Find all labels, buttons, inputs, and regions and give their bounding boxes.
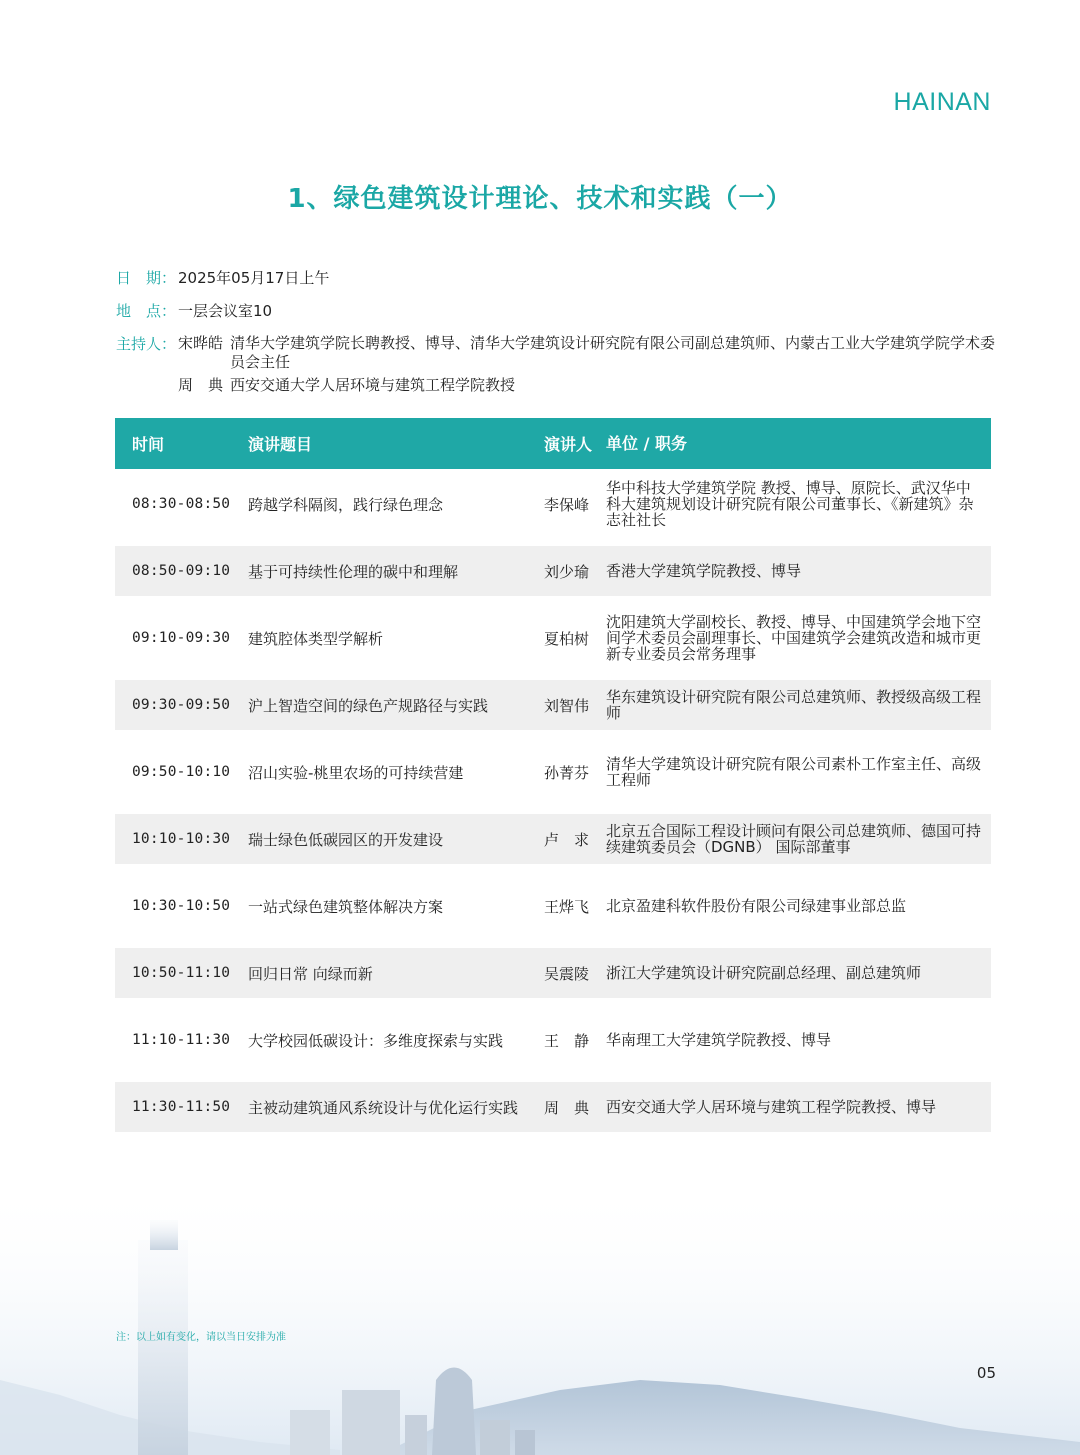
speaker-cell: 卢 求 — [544, 830, 590, 849]
place-label: 地 点： — [116, 302, 177, 320]
topic-cell: 沼山实验-桃里农场的可持续营建 — [248, 763, 464, 782]
host-name: 周 典 — [178, 376, 224, 394]
speaker-cell: 刘智伟 — [544, 696, 590, 715]
date-row — [116, 268, 996, 288]
time-cell: 11:10-11:30 — [132, 1032, 231, 1048]
unit-cell: 华南理工大学建筑学院教授、博导 — [606, 1031, 832, 1049]
table-row — [115, 546, 991, 596]
time-cell: 09:10-09:30 — [132, 630, 231, 646]
table-row — [115, 814, 991, 864]
topic-cell: 建筑腔体类型学解析 — [248, 629, 384, 648]
unit-cell: 清华大学建筑设计研究院有限公司素朴工作室主任、高级工程师 — [606, 755, 982, 789]
header-speaker: 演讲人 — [544, 435, 593, 454]
page-title: 1、绿色建筑设计理论、技术和实践（一） — [287, 184, 793, 214]
table-row — [115, 948, 991, 998]
table-row — [115, 747, 991, 797]
time-cell: 08:50-09:10 — [132, 563, 231, 579]
host-item — [178, 376, 996, 395]
time-cell: 09:50-10:10 — [132, 764, 231, 780]
time-cell: 11:30-11:50 — [132, 1099, 231, 1115]
footnote: 注：以上如有变化，请以当日安排为准 — [116, 1332, 286, 1343]
place-row — [116, 301, 996, 321]
table-header — [115, 418, 991, 469]
hosts-label: 主持人： — [116, 335, 177, 353]
table-row — [115, 1015, 991, 1065]
city-skyline-illustration — [0, 1180, 1080, 1455]
unit-cell: 浙江大学建筑设计研究院副总经理、副总建筑师 — [606, 964, 922, 982]
header-unit: 单位 / 职务 — [606, 433, 687, 453]
table-row — [115, 1082, 991, 1132]
time-cell: 10:10-10:30 — [132, 831, 231, 847]
table-row — [115, 680, 991, 730]
topic-cell: 大学校园低碳设计：多维度探索与实践 — [248, 1031, 504, 1050]
topic-cell: 瑞士绿色低碳园区的开发建设 — [248, 830, 444, 849]
speaker-cell: 周 典 — [544, 1098, 590, 1117]
host-desc: 清华大学建筑学院长聘教授、博导、清华大学建筑设计研究院有限公司副总建筑师、内蒙古工业大学建筑学院学术委员会主任 — [230, 334, 996, 371]
table-row — [115, 881, 991, 931]
speaker-cell: 吴震陵 — [544, 964, 590, 983]
unit-cell: 华中科技大学建筑学院 教授、博导、原院长、武汉华中科大建筑规划设计研究院有限公司董事长、《新建筑》杂志社社长 — [606, 479, 974, 529]
time-cell: 08:30-08:50 — [132, 496, 231, 512]
unit-cell: 香港大学建筑学院教授、博导 — [606, 562, 802, 580]
topic-cell: 跨越学科隔阂，践行绿色理念 — [248, 495, 444, 514]
time-cell: 09:30-09:50 — [132, 697, 231, 713]
unit-cell: 沈阳建筑大学副校长、教授、博导、中国建筑学会地下空间学术委员会副理事长、中国建筑学会建筑改造和城市更新专业委员会常务理事 — [606, 613, 982, 663]
speaker-cell: 孙菁芬 — [544, 763, 590, 782]
schedule-table — [115, 418, 991, 1149]
topic-cell: 沪上智造空间的绿色产规路径与实践 — [248, 696, 489, 715]
header-topic: 演讲题目 — [248, 435, 313, 454]
unit-cell: 北京盈建科软件股份有限公司绿建事业部总监 — [606, 897, 907, 915]
host-name: 宋晔皓 — [178, 334, 224, 352]
unit-cell: 西安交通大学人居环境与建筑工程学院教授、博导 — [606, 1098, 937, 1116]
speaker-cell: 王烨飞 — [544, 897, 590, 916]
header-time: 时间 — [132, 435, 165, 454]
date-value: 2025年05月17日上午 — [178, 269, 330, 287]
table-body — [115, 479, 991, 1132]
speaker-cell: 刘少瑜 — [544, 562, 590, 581]
topic-cell: 基于可持续性伦理的碳中和理解 — [248, 562, 459, 581]
page-number: 05 — [976, 1364, 996, 1382]
table-row — [115, 613, 991, 663]
host-item — [178, 334, 996, 372]
speaker-cell: 夏柏树 — [544, 629, 590, 648]
hosts-row — [116, 334, 996, 395]
time-cell: 10:50-11:10 — [132, 965, 231, 981]
topic-cell: 主被动建筑通风系统设计与优化运行实践 — [248, 1098, 519, 1117]
unit-cell: 华东建筑设计研究院有限公司总建筑师、教授级高级工程师 — [606, 688, 982, 722]
topic-cell: 一站式绿色建筑整体解决方案 — [248, 897, 444, 916]
date-label: 日 期： — [116, 269, 177, 287]
brand-label: HAINAN — [893, 88, 991, 116]
time-cell: 10:30-10:50 — [132, 898, 231, 914]
topic-cell: 回归日常 向绿而新 — [248, 964, 373, 983]
speaker-cell: 王 静 — [544, 1031, 590, 1050]
speaker-cell: 李保峰 — [544, 495, 590, 514]
host-desc: 西安交通大学人居环境与建筑工程学院教授 — [230, 376, 516, 394]
place-value: 一层会议室10 — [178, 302, 273, 320]
session-meta — [116, 268, 996, 395]
unit-cell: 北京五合国际工程设计顾问有限公司总建筑师、德国可持续建筑委员会（DGNB） 国际部董事 — [606, 822, 982, 856]
table-row — [115, 479, 991, 529]
